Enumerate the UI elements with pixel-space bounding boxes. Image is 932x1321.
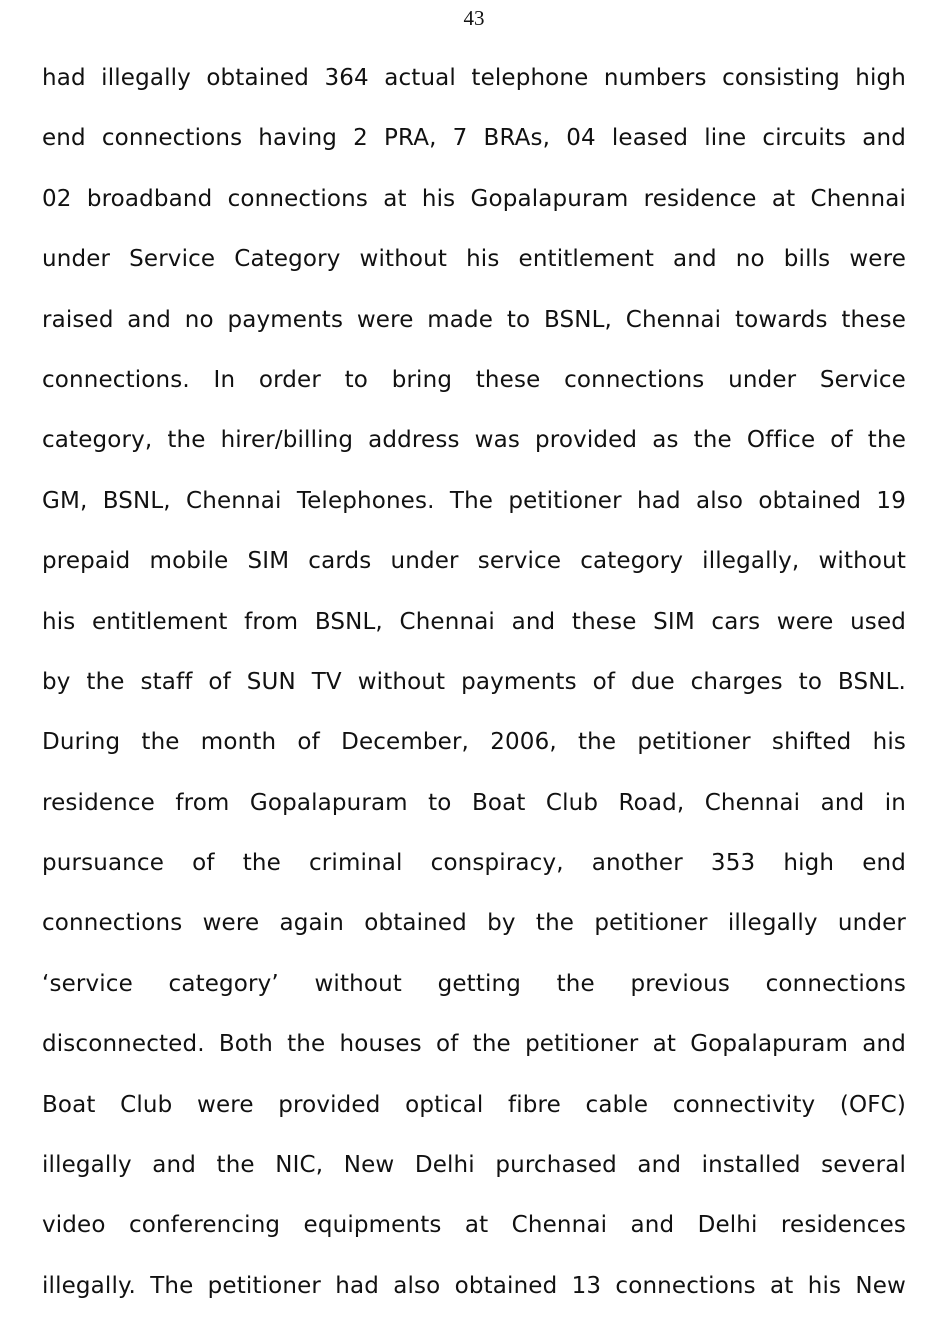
body-paragraph	[42, 48, 906, 1316]
text-line: his entitlement from BSNL, Chennai and these SIM cars were used	[42, 608, 906, 635]
text-line: connections were again obtained by the petitioner illegally under	[42, 910, 906, 937]
text-line: category, the hirer/billing address was provided as the Office of the	[42, 427, 906, 454]
text-line: raised and no payments were made to BSNL, Chennai towards these	[42, 306, 906, 333]
text-line: disconnected. Both the houses of the petitioner at Gopalapuram and	[42, 1031, 906, 1058]
text-line: had illegally obtained 364 actual telephone numbers consisting high	[42, 65, 906, 91]
text-line: illegally and the NIC, New Delhi purchased and installed several	[42, 1152, 906, 1179]
text-line: illegally. The petitioner had also obtained 13 connections at his New	[42, 1272, 906, 1299]
text-line: residence from Gopalapuram to Boat Club Road, Chennai and in	[42, 789, 906, 816]
text-line: connections. In order to bring these connections under Service	[42, 366, 906, 393]
text-line: Boat Club were provided optical fibre cable connectivity (OFC)	[42, 1091, 906, 1118]
text-line: prepaid mobile SIM cards under service category illegally, without	[42, 548, 906, 575]
text-line: end connections having 2 PRA, 7 BRAs, 04 leased line circuits and	[42, 125, 906, 152]
text-line: under Service Category without his entitlement and no bills were	[42, 246, 906, 273]
text-line: by the staff of SUN TV without payments of due charges to BSNL.	[42, 668, 906, 695]
text-line: During the month of December, 2006, the petitioner shifted his	[42, 729, 906, 756]
text-line: video conferencing equipments at Chennai and Delhi residences	[42, 1212, 906, 1239]
text-line: pursuance of the criminal conspiracy, another 353 high end	[42, 850, 906, 877]
text-line: GM, BSNL, Chennai Telephones. The petitioner had also obtained 19	[42, 487, 906, 514]
text-line: 02 broadband connections at his Gopalapuram residence at Chennai	[42, 185, 906, 212]
page-number: 43	[463, 6, 485, 30]
text-line: ‘service category’ without getting the previous connections	[42, 970, 906, 997]
